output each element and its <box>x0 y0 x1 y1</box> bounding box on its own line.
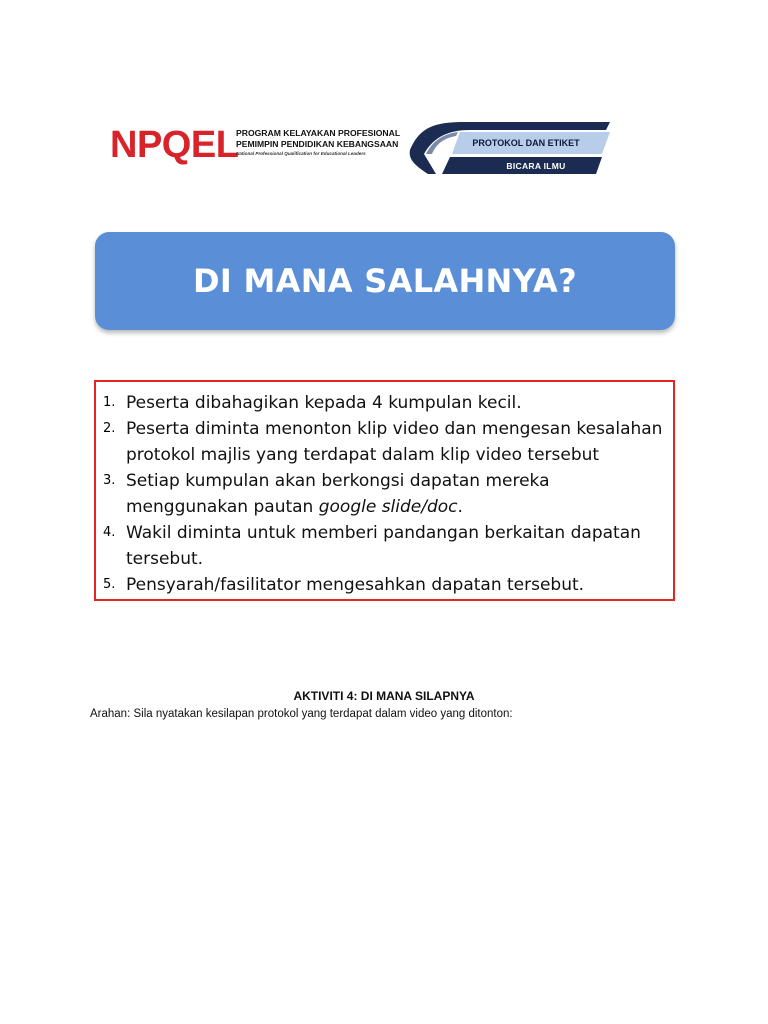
title-banner <box>95 232 675 330</box>
instruction-number: 1. <box>103 395 116 410</box>
instruction-text-before: Setiap kumpulan akan berkongsi dapatan mereka menggunakan pautan <box>126 471 550 517</box>
module-subtitle: BICARA ILMU <box>506 161 566 171</box>
npqel-line-2: PEMIMPIN PENDIDIKAN KEBANGSAAN <box>236 139 399 149</box>
header <box>0 0 768 200</box>
activity-title: AKTIVITI 4: DI MANA SILAPNYA <box>293 689 475 703</box>
npqel-logo <box>110 124 401 170</box>
instruction-number: 3. <box>103 473 116 488</box>
module-title: PROTOKOL DAN ETIKET <box>472 138 580 148</box>
npqel-acronym: NPQEL <box>110 124 239 166</box>
module-banner <box>406 120 614 176</box>
activity-instruction: Arahan: Sila nyatakan kesilapan protokol yang terdapat dalam video yang ditonton: <box>90 708 513 720</box>
instruction-text-after: . <box>457 497 463 517</box>
instruction-text-italic: google slide/doc <box>318 497 458 517</box>
instruction-text: Wakil diminta untuk memberi pandangan berkaitan dapatan tersebut. <box>126 523 641 569</box>
npqel-program-name <box>236 128 401 157</box>
npqel-line-3: National Professional Qualification for Educational Leaders <box>236 151 366 156</box>
instruction-item <box>96 468 673 520</box>
page-title: DI MANA SALAHNYA? <box>193 262 577 300</box>
instruction-item <box>96 572 673 598</box>
instruction-number: 4. <box>103 525 116 540</box>
instruction-text: Pensyarah/fasilitator mengesahkan dapatan tersebut. <box>126 575 585 595</box>
instructions-list <box>96 390 673 598</box>
npqel-line-1: PROGRAM KELAYAKAN PROFESIONAL <box>236 128 401 138</box>
instruction-number: 5. <box>103 577 116 592</box>
instruction-text: Peserta dibahagikan kepada 4 kumpulan kecil. <box>126 393 522 413</box>
instruction-item <box>96 416 673 468</box>
instruction-item <box>96 520 673 572</box>
instruction-text <box>126 468 673 520</box>
instruction-number: 2. <box>103 421 116 436</box>
instructions-box <box>94 380 675 601</box>
instruction-text: Peserta diminta menonton klip video dan mengesan kesalahan protokol majlis yang terdapat dalam klip video tersebut <box>126 419 663 465</box>
instruction-item <box>96 390 673 416</box>
